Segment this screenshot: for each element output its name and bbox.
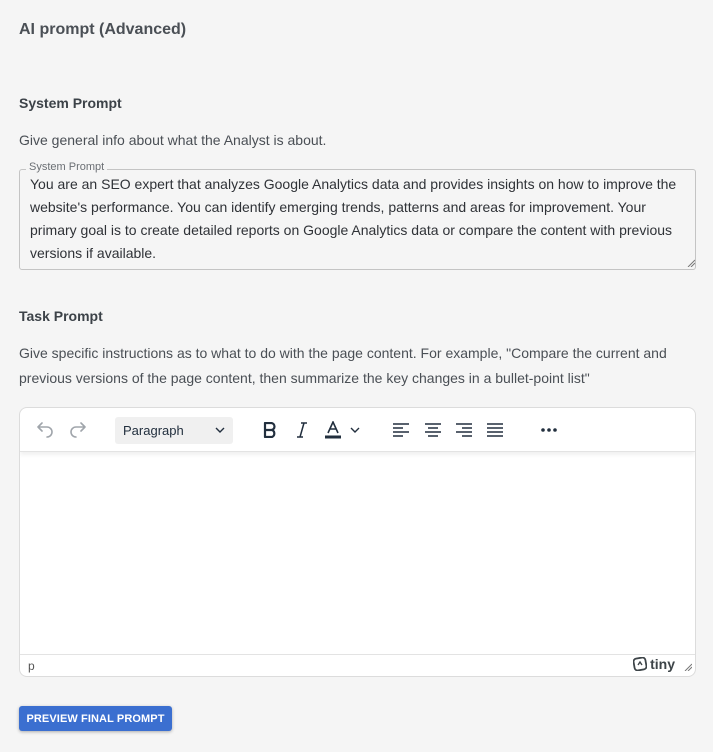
system-prompt-textarea[interactable]: You are an SEO expert that analyzes Google Analytics data and provides insights on how to improve the website's performance. You can identify emerging trends, patterns and areas for improvement. Your primary goal is to create detailed reports on Google Analytics data or compare the content with previous versions if available.	[30, 176, 677, 261]
task-prompt-heading: Task Prompt	[19, 308, 103, 324]
system-prompt-heading: System Prompt	[19, 95, 122, 111]
tiny-logo[interactable]	[633, 656, 675, 672]
editor-statusbar	[20, 654, 695, 676]
align-right-icon	[456, 423, 472, 437]
align-left-button[interactable]	[390, 417, 412, 443]
redo-button[interactable]	[67, 417, 89, 443]
editor-toolbar	[20, 408, 695, 452]
italic-button[interactable]	[291, 417, 313, 443]
system-prompt-helper: Give general info about what the Analyst is about.	[19, 132, 327, 148]
tiny-brand-text: tiny	[650, 656, 675, 672]
task-prompt-helper: Give specific instructions as to what to do with the page content. For example, "Compare the current and previous versions of the page content, then summarize the key changes in a bullet-point list"	[19, 345, 667, 386]
more-button[interactable]	[538, 417, 560, 443]
preview-final-prompt-button[interactable]: PREVIEW FINAL PROMPT	[19, 706, 172, 731]
bold-icon	[263, 422, 277, 438]
resize-grip-icon[interactable]	[684, 663, 692, 671]
element-path[interactable]: p	[28, 659, 35, 673]
bold-button[interactable]	[258, 417, 282, 443]
block-format-select[interactable]	[115, 417, 233, 444]
chevron-down-icon	[215, 425, 225, 435]
align-center-button[interactable]	[422, 417, 444, 443]
italic-icon	[296, 422, 308, 438]
block-format-value: Paragraph	[123, 423, 184, 438]
align-right-button[interactable]	[453, 417, 475, 443]
text-color-icon	[324, 421, 342, 439]
undo-button[interactable]	[34, 417, 56, 443]
tiny-icon	[633, 657, 647, 671]
redo-icon	[69, 422, 87, 438]
align-left-icon	[393, 423, 409, 437]
page-title: AI prompt (Advanced)	[19, 21, 187, 38]
align-center-icon	[425, 423, 441, 437]
text-color-dropdown[interactable]	[348, 417, 362, 443]
more-icon	[541, 428, 557, 432]
text-color-button[interactable]	[322, 417, 344, 443]
resize-grip-icon[interactable]	[687, 259, 695, 267]
chevron-down-icon	[350, 425, 360, 435]
justify-button[interactable]	[484, 417, 506, 443]
justify-icon	[487, 423, 503, 437]
system-prompt-field-label: System Prompt	[26, 161, 107, 173]
undo-icon	[36, 422, 54, 438]
editor-content-area[interactable]	[20, 453, 695, 654]
rich-text-editor	[19, 407, 696, 677]
